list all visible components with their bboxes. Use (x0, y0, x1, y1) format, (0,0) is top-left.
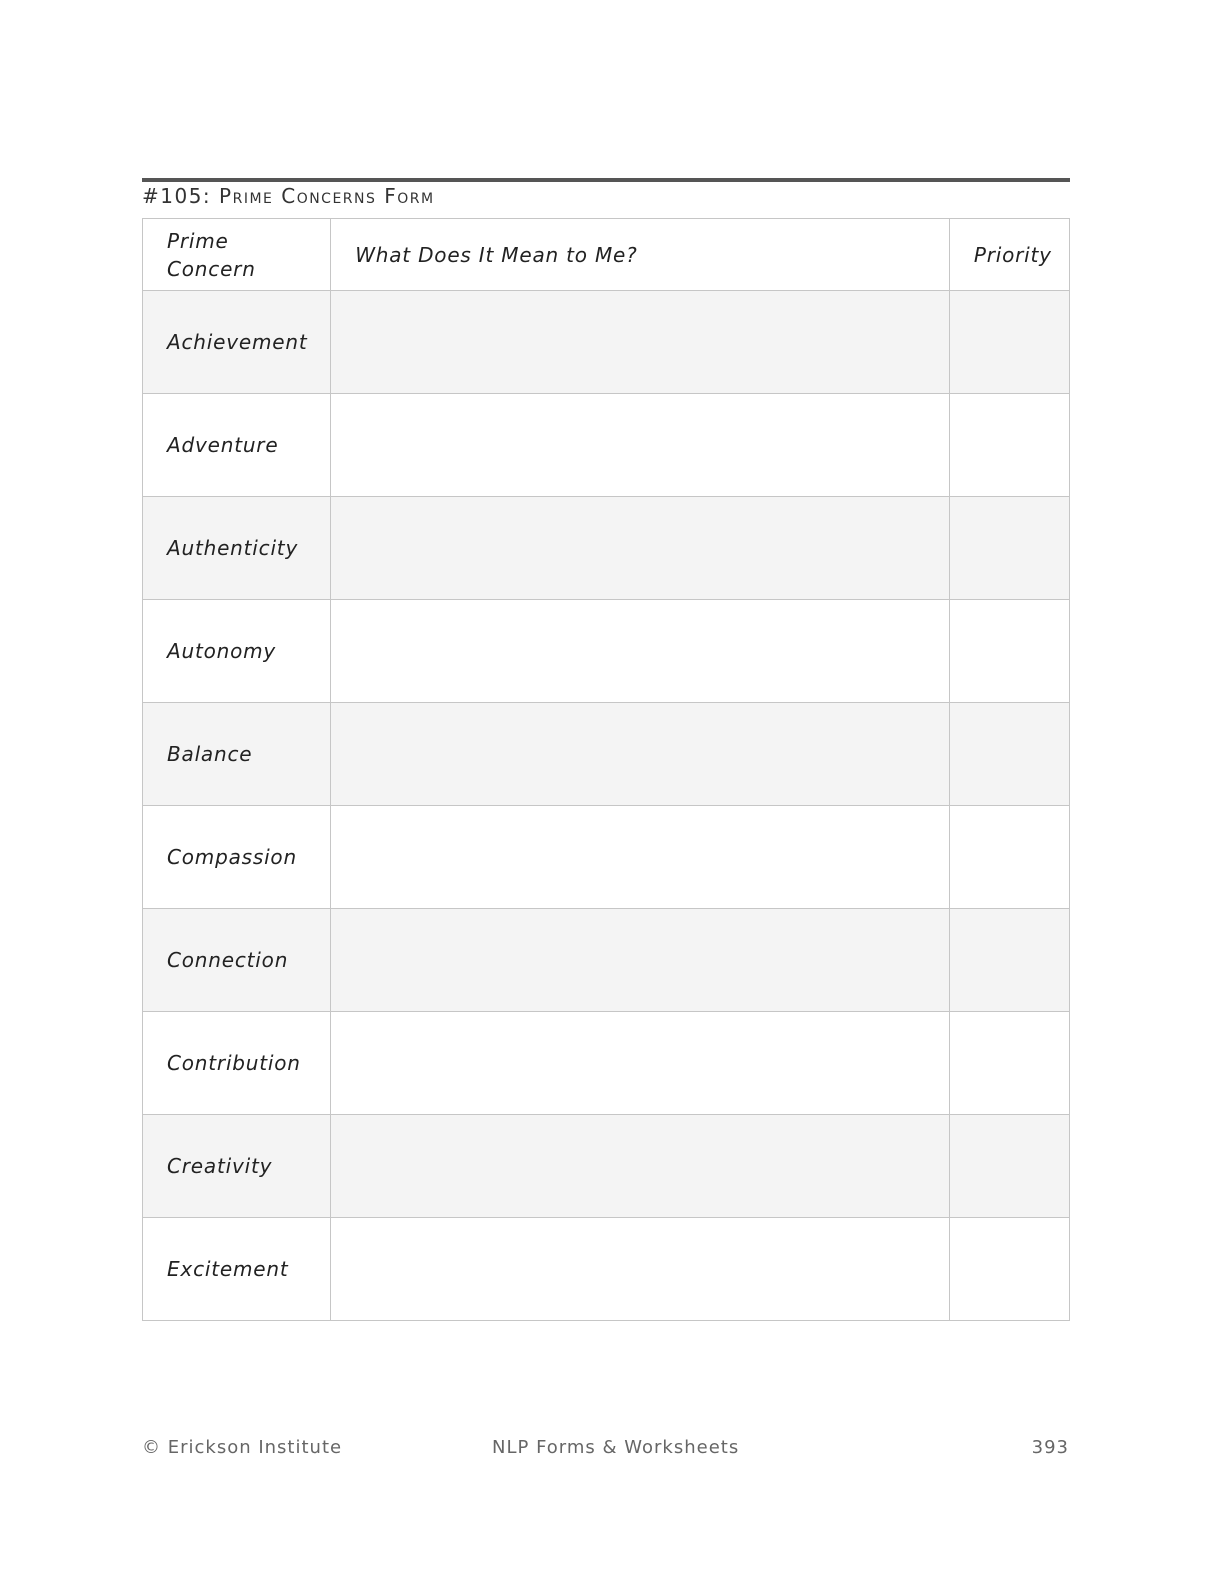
concern-label: Autonomy (167, 639, 277, 663)
concern-cell (143, 1012, 331, 1115)
header-prime-concern (143, 219, 331, 291)
concern-label: Authenticity (167, 536, 299, 560)
table-row (143, 497, 1070, 600)
table-row (143, 909, 1070, 1012)
table-row (143, 703, 1070, 806)
priority-cell[interactable] (949, 394, 1069, 497)
priority-cell[interactable] (949, 703, 1069, 806)
concern-cell (143, 703, 331, 806)
meaning-cell[interactable] (331, 600, 950, 703)
prime-concerns-table (142, 218, 1070, 1321)
table-row (143, 600, 1070, 703)
header-meaning (331, 219, 950, 291)
concern-label: Achievement (167, 330, 308, 354)
meaning-cell[interactable] (331, 909, 950, 1012)
priority-cell[interactable] (949, 600, 1069, 703)
meaning-cell[interactable] (331, 394, 950, 497)
concern-label: Excitement (167, 1257, 289, 1281)
top-rule (142, 178, 1070, 182)
meaning-cell[interactable] (331, 497, 950, 600)
priority-cell[interactable] (949, 1012, 1069, 1115)
footer-page-number: 393 (1031, 1437, 1069, 1458)
meaning-cell[interactable] (331, 291, 950, 394)
concern-cell (143, 909, 331, 1012)
concern-label: Compassion (167, 845, 297, 869)
table-header-row (143, 219, 1070, 291)
priority-cell[interactable] (949, 806, 1069, 909)
concern-cell (143, 806, 331, 909)
table-row (143, 394, 1070, 497)
meaning-cell[interactable] (331, 1218, 950, 1321)
concern-label: Creativity (167, 1154, 273, 1178)
concern-cell (143, 291, 331, 394)
table-row (143, 1218, 1070, 1321)
table-row (143, 806, 1070, 909)
priority-cell[interactable] (949, 1218, 1069, 1321)
concern-cell (143, 497, 331, 600)
concern-label: Contribution (167, 1051, 301, 1075)
header-priority-label: Priority (973, 242, 1052, 267)
meaning-cell[interactable] (331, 1115, 950, 1218)
footer-book-title: NLP Forms & Worksheets (492, 1437, 740, 1458)
concern-label: Adventure (167, 433, 279, 457)
table-row (143, 1012, 1070, 1115)
concern-cell (143, 600, 331, 703)
meaning-cell[interactable] (331, 703, 950, 806)
footer-copyright: © Erickson Institute (142, 1437, 343, 1458)
concern-label: Connection (167, 948, 289, 972)
concern-label: Balance (167, 742, 253, 766)
table-row (143, 1115, 1070, 1218)
header-prime-concern-label: Prime Concern (167, 228, 256, 281)
meaning-cell[interactable] (331, 806, 950, 909)
concern-cell (143, 1115, 331, 1218)
priority-cell[interactable] (949, 909, 1069, 1012)
priority-cell[interactable] (949, 291, 1069, 394)
table-row (143, 291, 1070, 394)
form-title: #105: Prime Concerns Form (142, 184, 435, 208)
concern-cell (143, 1218, 331, 1321)
header-priority (949, 219, 1069, 291)
concern-cell (143, 394, 331, 497)
header-meaning-label: What Does It Mean to Me? (355, 242, 638, 267)
priority-cell[interactable] (949, 1115, 1069, 1218)
meaning-cell[interactable] (331, 1012, 950, 1115)
priority-cell[interactable] (949, 497, 1069, 600)
